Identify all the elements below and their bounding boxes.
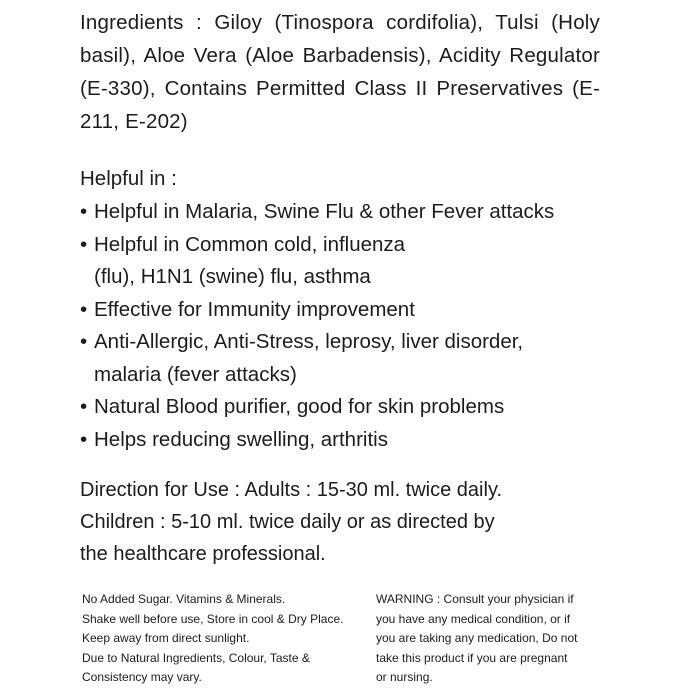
list-item [80, 294, 620, 327]
ingredients-text: Ingredients : Giloy (Tinospora cordifolia), Tulsi (Holy basil), Aloe Vera (Aloe Barbadensis), Acidity Regulator (E-330), Contains Permitted Class II Preservatives (E-211, E-202) [80, 11, 600, 133]
list-item-text: Effective for Immunity improvement [94, 297, 415, 321]
helpful-in-list [80, 196, 620, 456]
list-item-text: Anti-Allergic, Anti-Stress, leprosy, liver disorder, malaria (fever attacks) [94, 330, 524, 386]
list-item [80, 229, 620, 294]
storage-notes: No Added Sugar. Vitamins & Minerals. Shake well before use, Store in cool & Dry Place. Keep away from direct sunlight. Due to Natural Ingredients, Colour, Taste & Consistency may vary. [82, 592, 344, 684]
warning-text: WARNING : Consult your physician if you have any medical condition, or if you are taking any medication, Do not take this product if you are pregnant or nursing. [376, 592, 578, 684]
bullet-icon: • [80, 232, 88, 256]
bullet-icon: • [80, 427, 88, 451]
list-item [80, 196, 620, 229]
direction-for-use: Direction for Use : Adults : 15-30 ml. twice daily. Children : 5-10 ml. twice daily or as directed by the healthcare professional. [80, 479, 503, 565]
list-item-text: Natural Blood purifier, good for skin problems [94, 395, 505, 418]
list-item [80, 326, 620, 391]
bullet-icon: • [80, 200, 88, 223]
bullet-icon: • [80, 330, 88, 353]
bullet-icon: • [80, 395, 88, 418]
list-item-text: Helpful in Common cold, influenza (flu), H1N1 (swine) flu, asthma [94, 232, 406, 288]
list-item [80, 424, 620, 457]
list-item-text: Helps reducing swelling, arthritis [94, 427, 388, 451]
list-item-text: Helpful in Malaria, Swine Flu & other Fever attacks [94, 200, 555, 223]
helpful-in-heading: Helpful in : [80, 167, 177, 190]
bullet-icon: • [80, 297, 88, 321]
list-item [80, 391, 620, 424]
